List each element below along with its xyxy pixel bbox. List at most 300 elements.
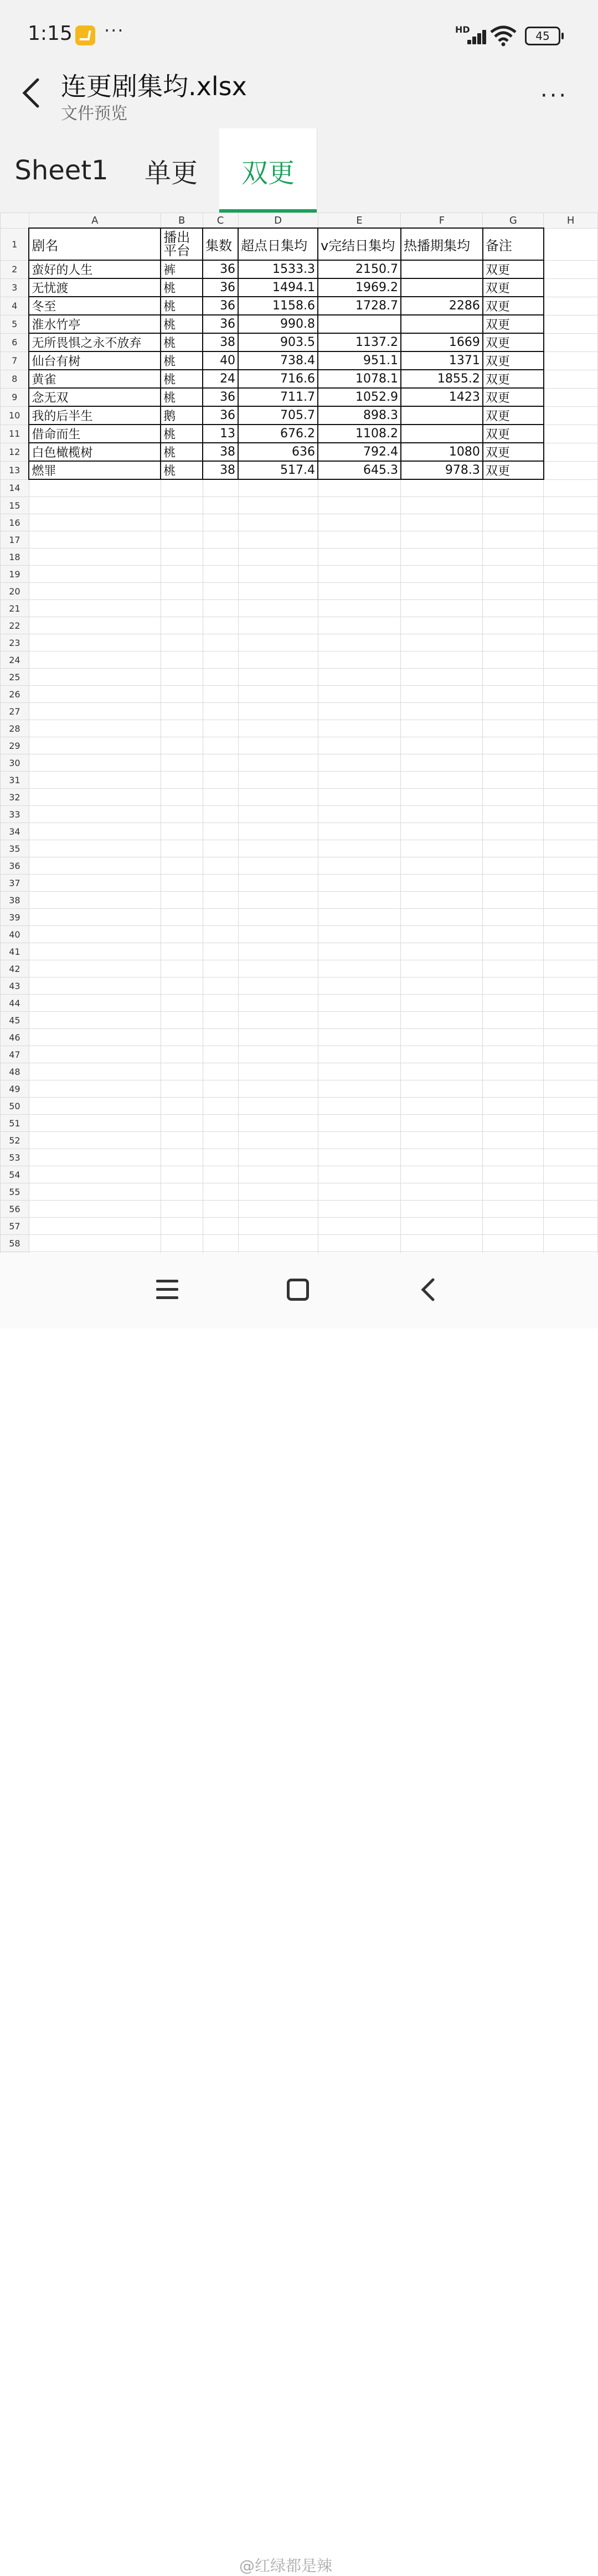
cell[interactable] xyxy=(238,1132,318,1149)
cell[interactable] xyxy=(29,1063,161,1080)
cell[interactable] xyxy=(544,651,598,669)
cell[interactable] xyxy=(29,1098,161,1115)
cell[interactable] xyxy=(544,960,598,977)
cell[interactable] xyxy=(483,1235,544,1252)
row-header[interactable]: 42 xyxy=(1,960,29,977)
cell[interactable] xyxy=(161,943,203,960)
cell[interactable] xyxy=(29,1149,161,1166)
cell[interactable] xyxy=(203,772,238,789)
cell[interactable] xyxy=(203,1012,238,1029)
cell[interactable] xyxy=(161,1183,203,1201)
tab-double-update[interactable]: 双更 xyxy=(219,128,317,213)
cell[interactable] xyxy=(238,857,318,875)
cell[interactable] xyxy=(203,1080,238,1098)
column-header[interactable]: F xyxy=(401,213,483,229)
cell[interactable] xyxy=(401,720,483,737)
cell[interactable] xyxy=(29,926,161,943)
cell[interactable] xyxy=(29,1132,161,1149)
row-header[interactable]: 4 xyxy=(1,297,29,315)
cell[interactable] xyxy=(161,1115,203,1132)
cell[interactable] xyxy=(161,823,203,840)
cell[interactable] xyxy=(161,806,203,823)
cell[interactable] xyxy=(318,1046,401,1063)
menu-icon[interactable] xyxy=(156,1279,181,1301)
cell[interactable] xyxy=(401,806,483,823)
cell[interactable] xyxy=(483,1149,544,1166)
header-cell[interactable]: 热播期集均 xyxy=(401,228,483,260)
cell[interactable] xyxy=(544,1098,598,1115)
row-header[interactable]: 27 xyxy=(1,703,29,720)
cell[interactable] xyxy=(401,669,483,686)
cell[interactable] xyxy=(318,1063,401,1080)
cell[interactable] xyxy=(203,720,238,737)
cell[interactable] xyxy=(401,425,483,443)
cell[interactable] xyxy=(483,1115,544,1132)
cell[interactable]: 双更 xyxy=(483,278,544,297)
cell[interactable] xyxy=(318,840,401,857)
cell[interactable] xyxy=(483,617,544,634)
cell[interactable] xyxy=(544,669,598,686)
row-header[interactable]: 58 xyxy=(1,1235,29,1252)
cell[interactable]: 38 xyxy=(203,333,238,351)
cell[interactable] xyxy=(401,737,483,754)
cell[interactable]: 1423 xyxy=(401,388,483,406)
cell[interactable] xyxy=(544,1029,598,1046)
cell[interactable] xyxy=(544,549,598,566)
cell[interactable] xyxy=(238,634,318,651)
cell[interactable] xyxy=(238,617,318,634)
row-header[interactable]: 28 xyxy=(1,720,29,737)
row-header[interactable]: 44 xyxy=(1,995,29,1012)
cell[interactable] xyxy=(318,703,401,720)
cell[interactable] xyxy=(544,531,598,549)
cell[interactable] xyxy=(544,1235,598,1252)
cell[interactable]: 1533.3 xyxy=(238,260,318,278)
cell[interactable] xyxy=(29,892,161,909)
cell[interactable] xyxy=(203,1132,238,1149)
cell[interactable] xyxy=(401,960,483,977)
cell[interactable] xyxy=(203,497,238,514)
cell[interactable] xyxy=(238,497,318,514)
cell[interactable] xyxy=(29,566,161,583)
cell[interactable] xyxy=(483,479,544,497)
cell[interactable] xyxy=(203,617,238,634)
column-header[interactable]: B xyxy=(161,213,203,229)
cell[interactable] xyxy=(401,600,483,617)
cell[interactable]: 双更 xyxy=(483,425,544,443)
cell[interactable] xyxy=(401,857,483,875)
cell[interactable] xyxy=(238,1201,318,1218)
cell[interactable] xyxy=(544,1166,598,1183)
cell[interactable] xyxy=(401,1080,483,1098)
cell[interactable] xyxy=(238,754,318,772)
row-header[interactable]: 24 xyxy=(1,651,29,669)
cell[interactable] xyxy=(238,720,318,737)
cell[interactable] xyxy=(544,1115,598,1132)
cell[interactable] xyxy=(483,497,544,514)
row-header[interactable]: 39 xyxy=(1,909,29,926)
cell[interactable]: 桃 xyxy=(161,461,203,479)
cell[interactable] xyxy=(401,943,483,960)
cell[interactable] xyxy=(29,514,161,531)
cell[interactable] xyxy=(238,1149,318,1166)
cell[interactable]: 借命而生 xyxy=(29,425,161,443)
row-header[interactable]: 55 xyxy=(1,1183,29,1201)
cell[interactable] xyxy=(544,278,598,297)
cell[interactable] xyxy=(544,315,598,333)
cell[interactable] xyxy=(401,315,483,333)
cell[interactable] xyxy=(238,806,318,823)
cell[interactable] xyxy=(238,531,318,549)
cell[interactable]: 1052.9 xyxy=(318,388,401,406)
cell[interactable] xyxy=(544,370,598,388)
cell[interactable] xyxy=(483,1063,544,1080)
cell[interactable] xyxy=(318,531,401,549)
cell[interactable] xyxy=(544,737,598,754)
cell[interactable] xyxy=(238,566,318,583)
cell[interactable] xyxy=(29,479,161,497)
cell[interactable] xyxy=(544,425,598,443)
cell[interactable] xyxy=(401,583,483,600)
cell[interactable] xyxy=(318,566,401,583)
cell[interactable] xyxy=(401,995,483,1012)
cell[interactable]: 桃 xyxy=(161,443,203,461)
cell[interactable] xyxy=(318,549,401,566)
cell[interactable] xyxy=(544,260,598,278)
row-header[interactable]: 14 xyxy=(1,479,29,497)
cell[interactable] xyxy=(483,651,544,669)
cell[interactable] xyxy=(544,1046,598,1063)
cell[interactable]: 蛮好的人生 xyxy=(29,260,161,278)
cell[interactable] xyxy=(203,703,238,720)
cell[interactable]: 桃 xyxy=(161,425,203,443)
cell[interactable] xyxy=(29,1012,161,1029)
cell[interactable] xyxy=(238,960,318,977)
cell[interactable]: 676.2 xyxy=(238,425,318,443)
cell[interactable] xyxy=(203,531,238,549)
cell[interactable]: 念无双 xyxy=(29,388,161,406)
cell[interactable]: 990.8 xyxy=(238,315,318,333)
header-cell[interactable]: 播出平台 xyxy=(161,228,203,260)
cell[interactable] xyxy=(29,1046,161,1063)
row-header[interactable]: 9 xyxy=(1,388,29,406)
cell[interactable] xyxy=(401,1166,483,1183)
cell[interactable] xyxy=(238,1029,318,1046)
spreadsheet-grid[interactable] xyxy=(0,213,598,1253)
cell[interactable] xyxy=(544,789,598,806)
cell[interactable] xyxy=(544,1218,598,1235)
cell[interactable] xyxy=(161,892,203,909)
cell[interactable]: 鹅 xyxy=(161,406,203,425)
cell[interactable] xyxy=(318,1029,401,1046)
cell[interactable] xyxy=(29,995,161,1012)
cell[interactable] xyxy=(238,549,318,566)
cell[interactable] xyxy=(544,583,598,600)
cell[interactable] xyxy=(483,566,544,583)
cell[interactable] xyxy=(544,600,598,617)
cell[interactable] xyxy=(161,531,203,549)
cell[interactable] xyxy=(318,634,401,651)
cell[interactable]: 1969.2 xyxy=(318,278,401,297)
cell[interactable] xyxy=(161,669,203,686)
row-header[interactable]: 47 xyxy=(1,1046,29,1063)
cell[interactable]: 桃 xyxy=(161,370,203,388)
cell[interactable]: 517.4 xyxy=(238,461,318,479)
cell[interactable] xyxy=(238,1080,318,1098)
cell[interactable] xyxy=(483,892,544,909)
cell[interactable] xyxy=(29,617,161,634)
cell[interactable] xyxy=(203,1149,238,1166)
cell[interactable] xyxy=(238,1012,318,1029)
cell[interactable] xyxy=(318,892,401,909)
cell[interactable]: 2150.7 xyxy=(318,260,401,278)
cell[interactable] xyxy=(544,943,598,960)
cell[interactable] xyxy=(318,514,401,531)
cell[interactable] xyxy=(483,806,544,823)
cell[interactable] xyxy=(318,617,401,634)
cell[interactable] xyxy=(238,1183,318,1201)
cell[interactable] xyxy=(29,634,161,651)
column-header[interactable]: E xyxy=(318,213,401,229)
cell[interactable] xyxy=(318,686,401,703)
header-cell[interactable]: 剧名 xyxy=(29,228,161,260)
cell[interactable] xyxy=(318,651,401,669)
cell[interactable] xyxy=(318,857,401,875)
cell[interactable] xyxy=(318,1218,401,1235)
cell[interactable] xyxy=(161,1080,203,1098)
cell[interactable] xyxy=(238,977,318,995)
cell[interactable] xyxy=(29,772,161,789)
cell[interactable] xyxy=(483,840,544,857)
cell[interactable] xyxy=(203,995,238,1012)
cell[interactable]: 1137.2 xyxy=(318,333,401,351)
cell[interactable] xyxy=(401,406,483,425)
cell[interactable] xyxy=(318,1166,401,1183)
cell[interactable]: 951.1 xyxy=(318,351,401,370)
cell[interactable] xyxy=(238,772,318,789)
row-header[interactable]: 45 xyxy=(1,1012,29,1029)
cell[interactable] xyxy=(203,789,238,806)
cell[interactable] xyxy=(29,823,161,840)
cell[interactable] xyxy=(161,686,203,703)
cell[interactable] xyxy=(483,600,544,617)
cell[interactable]: 792.4 xyxy=(318,443,401,461)
row-header[interactable]: 31 xyxy=(1,772,29,789)
cell[interactable] xyxy=(483,686,544,703)
cell[interactable] xyxy=(318,1183,401,1201)
cell[interactable] xyxy=(544,634,598,651)
cell[interactable] xyxy=(238,686,318,703)
column-header[interactable]: D xyxy=(238,213,318,229)
cell[interactable] xyxy=(29,686,161,703)
row-header[interactable]: 7 xyxy=(1,351,29,370)
cell[interactable] xyxy=(29,737,161,754)
cell[interactable]: 双更 xyxy=(483,351,544,370)
cell[interactable] xyxy=(401,1235,483,1252)
cell[interactable] xyxy=(29,1029,161,1046)
cell[interactable]: 1078.1 xyxy=(318,370,401,388)
cell[interactable] xyxy=(161,1132,203,1149)
cell[interactable] xyxy=(483,737,544,754)
cell[interactable]: 36 xyxy=(203,260,238,278)
cell[interactable]: 36 xyxy=(203,297,238,315)
cell[interactable] xyxy=(483,772,544,789)
cell[interactable] xyxy=(238,1098,318,1115)
cell[interactable] xyxy=(203,1046,238,1063)
row-header[interactable]: 33 xyxy=(1,806,29,823)
cell[interactable] xyxy=(483,549,544,566)
row-header[interactable]: 46 xyxy=(1,1029,29,1046)
cell[interactable] xyxy=(238,1115,318,1132)
cell[interactable] xyxy=(161,617,203,634)
cell[interactable] xyxy=(318,1080,401,1098)
row-header[interactable]: 35 xyxy=(1,840,29,857)
cell[interactable] xyxy=(238,1063,318,1080)
cell[interactable] xyxy=(544,806,598,823)
cell[interactable]: 898.3 xyxy=(318,406,401,425)
cell[interactable] xyxy=(483,1098,544,1115)
cell[interactable] xyxy=(238,875,318,892)
cell[interactable]: 40 xyxy=(203,351,238,370)
cell[interactable]: 711.7 xyxy=(238,388,318,406)
cell[interactable] xyxy=(483,823,544,840)
row-header[interactable]: 2 xyxy=(1,260,29,278)
cell[interactable] xyxy=(401,1183,483,1201)
cell[interactable] xyxy=(203,1201,238,1218)
cell[interactable] xyxy=(544,892,598,909)
row-header[interactable]: 51 xyxy=(1,1115,29,1132)
cell[interactable] xyxy=(544,514,598,531)
cell[interactable] xyxy=(203,1183,238,1201)
cell[interactable]: 38 xyxy=(203,461,238,479)
cell[interactable] xyxy=(161,634,203,651)
row-header[interactable]: 1 xyxy=(1,228,29,260)
cell[interactable] xyxy=(203,669,238,686)
row-header[interactable]: 20 xyxy=(1,583,29,600)
cell[interactable] xyxy=(203,1115,238,1132)
row-header[interactable]: 29 xyxy=(1,737,29,754)
cell[interactable] xyxy=(544,909,598,926)
cell[interactable] xyxy=(203,549,238,566)
row-header[interactable]: 21 xyxy=(1,600,29,617)
tab-sheet1[interactable]: Sheet1 xyxy=(0,128,123,213)
cell[interactable] xyxy=(544,617,598,634)
cell[interactable] xyxy=(544,351,598,370)
cell[interactable]: 36 xyxy=(203,315,238,333)
cell[interactable] xyxy=(544,772,598,789)
cell[interactable] xyxy=(238,943,318,960)
cell[interactable]: 645.3 xyxy=(318,461,401,479)
cell[interactable] xyxy=(29,754,161,772)
cell[interactable] xyxy=(318,960,401,977)
cell[interactable] xyxy=(401,1115,483,1132)
cell[interactable] xyxy=(318,1098,401,1115)
cell[interactable] xyxy=(238,737,318,754)
cell[interactable] xyxy=(161,995,203,1012)
cell[interactable] xyxy=(401,703,483,720)
cell[interactable] xyxy=(161,566,203,583)
cell[interactable] xyxy=(401,1046,483,1063)
cell[interactable] xyxy=(483,995,544,1012)
row-header[interactable]: 43 xyxy=(1,977,29,995)
cell[interactable] xyxy=(401,479,483,497)
row-header[interactable]: 10 xyxy=(1,406,29,425)
header-cell[interactable]: 超点日集均 xyxy=(238,228,318,260)
cell[interactable] xyxy=(161,857,203,875)
cell[interactable] xyxy=(401,1201,483,1218)
cell[interactable] xyxy=(161,960,203,977)
cell[interactable]: 双更 xyxy=(483,388,544,406)
cell[interactable] xyxy=(203,1235,238,1252)
cell[interactable] xyxy=(483,977,544,995)
row-header[interactable]: 36 xyxy=(1,857,29,875)
cell[interactable] xyxy=(401,772,483,789)
cell[interactable] xyxy=(238,514,318,531)
cell[interactable] xyxy=(544,703,598,720)
cell[interactable]: 13 xyxy=(203,425,238,443)
cell[interactable] xyxy=(544,1183,598,1201)
row-header[interactable]: 22 xyxy=(1,617,29,634)
cell[interactable] xyxy=(544,686,598,703)
cell[interactable] xyxy=(544,333,598,351)
cell[interactable] xyxy=(161,583,203,600)
cell[interactable] xyxy=(161,514,203,531)
cell[interactable]: 双更 xyxy=(483,370,544,388)
cell[interactable] xyxy=(544,497,598,514)
cell[interactable] xyxy=(483,669,544,686)
cell[interactable] xyxy=(161,840,203,857)
cell[interactable] xyxy=(544,754,598,772)
cell[interactable]: 双更 xyxy=(483,333,544,351)
row-header[interactable]: 37 xyxy=(1,875,29,892)
cell[interactable] xyxy=(238,651,318,669)
cell[interactable] xyxy=(29,943,161,960)
cell[interactable] xyxy=(401,977,483,995)
cell[interactable] xyxy=(203,806,238,823)
row-header[interactable]: 40 xyxy=(1,926,29,943)
cell[interactable] xyxy=(29,1115,161,1132)
cell[interactable]: 716.6 xyxy=(238,370,318,388)
cell[interactable]: 1371 xyxy=(401,351,483,370)
cell[interactable]: 淮水竹亭 xyxy=(29,315,161,333)
cell[interactable] xyxy=(544,297,598,315)
cell[interactable] xyxy=(401,1132,483,1149)
cell[interactable] xyxy=(401,278,483,297)
cell[interactable] xyxy=(318,737,401,754)
cell[interactable]: 1855.2 xyxy=(401,370,483,388)
cell[interactable]: 38 xyxy=(203,443,238,461)
cell[interactable] xyxy=(203,634,238,651)
cell[interactable] xyxy=(483,1029,544,1046)
header-cell[interactable]: v完结日集均 xyxy=(318,228,401,260)
cell[interactable] xyxy=(29,651,161,669)
cell[interactable] xyxy=(203,892,238,909)
cell[interactable]: 桃 xyxy=(161,278,203,297)
cell[interactable] xyxy=(318,909,401,926)
cell[interactable] xyxy=(29,1166,161,1183)
cell[interactable] xyxy=(238,926,318,943)
cell[interactable] xyxy=(238,840,318,857)
cell[interactable] xyxy=(544,977,598,995)
cell[interactable] xyxy=(29,909,161,926)
cell[interactable] xyxy=(544,228,598,260)
row-header[interactable]: 52 xyxy=(1,1132,29,1149)
cell[interactable] xyxy=(161,1218,203,1235)
row-header[interactable]: 8 xyxy=(1,370,29,388)
cell[interactable]: 978.3 xyxy=(401,461,483,479)
row-header[interactable]: 49 xyxy=(1,1080,29,1098)
cell[interactable] xyxy=(483,1218,544,1235)
